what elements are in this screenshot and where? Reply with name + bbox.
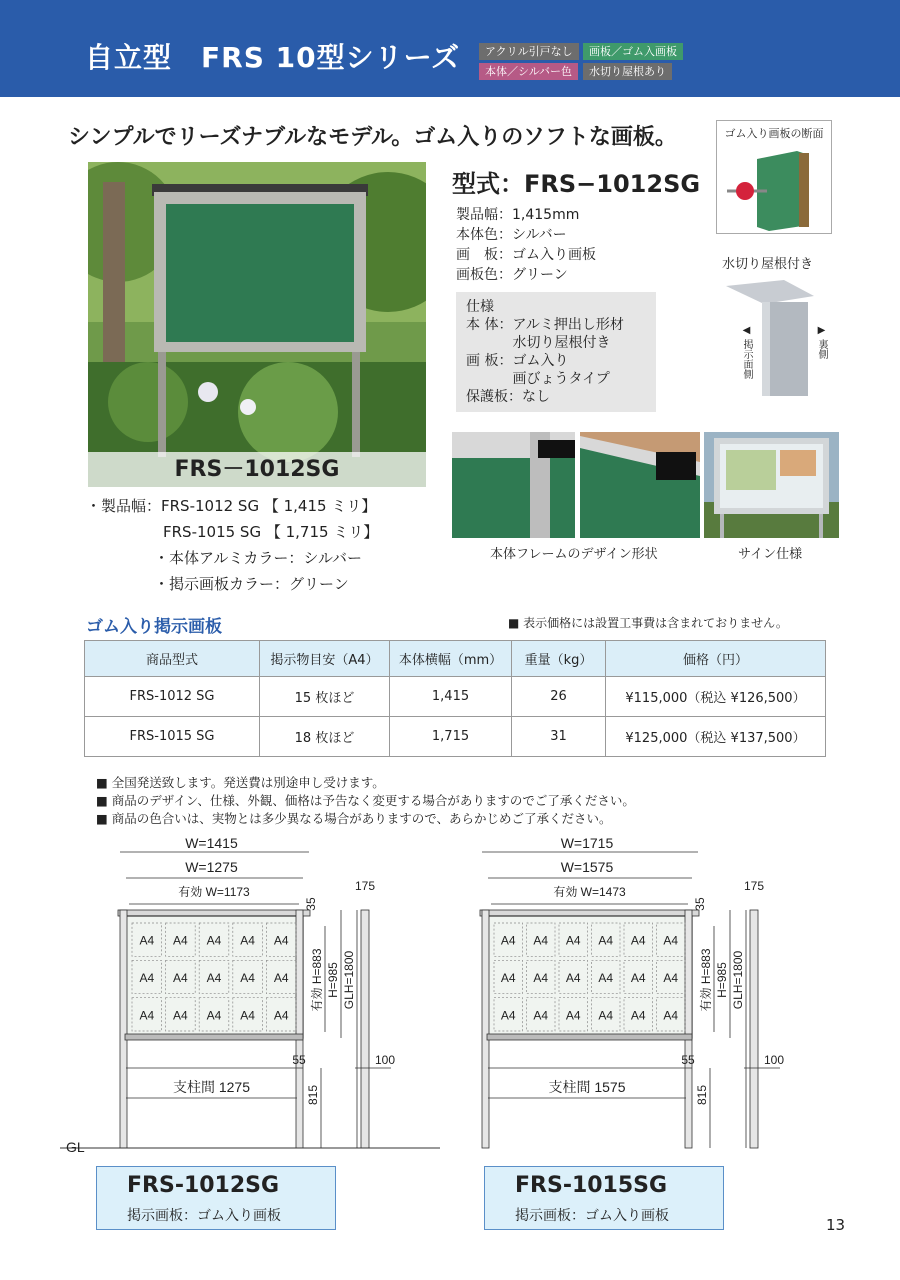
dim-glh-label: GLH=1800 [342,950,356,1010]
cell-a4: 15 枚ほど [260,677,390,717]
cell-weight: 26 [512,677,606,717]
dim-55-label: 55 [292,1053,306,1067]
notes [96,774,635,828]
cell-width: 1,415 [390,677,512,717]
spec-width: 製品幅：1,415mm [456,207,580,223]
table-section-title: ゴム入り掲示画板 [86,617,222,637]
table-header-row [85,641,826,677]
a4-label: A4 [565,971,581,985]
product-bullets [86,493,378,597]
dim-175-label: 175 [354,879,376,893]
tag-no-acrylic: アクリル引戸なし [479,43,579,60]
price-table [84,640,826,757]
bullet-board-color: ・掲示画板カラー：グリーン [154,575,349,593]
dim-span-label: 支柱間 1575 [548,1079,626,1095]
a4-label: A4 [173,971,188,985]
roof-illustration [724,276,814,396]
page-header [0,0,900,97]
a4-label: A4 [630,971,646,985]
roof-front-label: ◀ 掲示面側 [741,325,752,380]
gl-label: GL [66,1139,85,1155]
table-row [85,717,826,757]
dim-h-label: H=985 [715,962,729,998]
spec-box-line: 水切り屋根付き [466,335,611,351]
dim-inner-label: W=1575 [560,859,614,875]
model-title: 型式：FRS−1012SG [452,170,701,198]
post-right [685,910,692,1148]
dim-35-label: 35 [304,897,318,911]
bottom-rail [125,1034,303,1040]
a4-label: A4 [565,1008,581,1023]
bottom-rail [487,1034,692,1040]
col-a4: 掲示物目安（A4） [260,641,390,677]
spec-box-line: 本 体：アルミ押出し形材 [466,317,624,333]
note-shipping: ■ 全国発送致します。発送費は別途申し受けます。 [96,775,385,790]
a4-label: A4 [173,1008,188,1023]
a4-label: A4 [533,933,549,948]
drawing-frs-1012 [118,835,395,1148]
table-row [85,677,826,717]
board-frame [487,916,692,1038]
a4-label: A4 [206,971,222,985]
post-left [120,910,127,1148]
a4-label: A4 [500,971,516,985]
cell-price: ¥115,000（税込 ¥126,500） [606,677,826,717]
spec-box [456,292,656,412]
roof-bar [480,910,699,916]
model-label-sub: 掲示画板：ゴム入り画板 [515,1208,669,1224]
cell-width: 1,715 [390,717,512,757]
a4-label: A4 [206,1008,222,1023]
spec-board-color: 画板色：グリーン [456,267,568,283]
a4-label: A4 [663,1008,679,1023]
col-price: 価格（円） [606,641,826,677]
model-label-sub: 掲示画板：ゴム入り画板 [127,1208,281,1224]
post-right [296,910,303,1148]
col-width: 本体横幅（mm） [390,641,512,677]
tag-roof: 水切り屋根あり [583,63,672,80]
cross-section-label: ゴム入り画板の断面 [724,127,824,140]
roof-back-label: ▶ 裏側 [816,325,827,360]
dim-eff-h-label: 有効 H=883 [310,948,324,1012]
cell-weight: 31 [512,717,606,757]
installation-note: ■ 表示価格には設置工事費は含まれておりません。 [508,616,788,630]
a4-label: A4 [500,933,516,948]
page-title: 自立型 FRS 10型シリーズ [85,41,461,74]
dim-175-label: 175 [743,879,765,893]
sign-caption: サイン仕様 [738,547,803,562]
frame-photo-2 [580,432,700,538]
tag-board: 画板／ゴム入画板 [583,43,683,60]
sign-photo [704,432,839,538]
dim-100-label: 100 [374,1053,396,1067]
cross-section-illustration [717,143,831,233]
cell-model: FRS-1012 SG [85,677,260,717]
dim-effective-label: 有効 W=1173 [178,885,250,899]
bullet-width: ・製品幅：FRS-1012 SG 【 1,415 ミリ】 [86,497,377,515]
a4-label: A4 [139,1008,155,1023]
a4-label: A4 [598,1008,614,1023]
a4-label: A4 [663,971,679,985]
model-label-1012 [96,1166,336,1230]
headline: シンプルでリーズナブルなモデル。ゴム入りのソフトな画板。 [68,125,677,150]
a4-label: A4 [273,1008,289,1023]
a4-label: A4 [533,971,549,985]
dim-outer-label: W=1715 [560,835,614,851]
dim-outer-label: W=1415 [185,835,238,851]
product-photo [88,162,426,487]
drawing-frs-1015 [480,835,784,1148]
post-left [482,910,489,1148]
dim-glh-label: GLH=1800 [731,950,745,1010]
model-label-1015 [484,1166,724,1230]
a4-label: A4 [173,933,188,948]
dim-35-label: 35 [693,897,707,911]
col-weight: 重量（kg） [512,641,606,677]
a4-label: A4 [598,971,614,985]
a4-label: A4 [240,1008,255,1023]
model-label-title: FRS-1012SG [127,1173,280,1198]
spec-box-line: 画 板：ゴム入り [466,353,569,369]
a4-label: A4 [500,1008,516,1023]
dim-effective-label: 有効 W=1473 [553,885,626,899]
a4-label: A4 [273,933,289,948]
roof-label: 水切り屋根付き [722,257,814,272]
col-model: 商品型式 [85,641,260,677]
bullet-body-color: ・本体アルミカラー：シルバー [154,549,362,567]
a4-label: A4 [630,1008,646,1023]
dim-100-label: 100 [763,1053,785,1067]
dim-815-label: 815 [695,1084,709,1106]
a4-label: A4 [240,933,255,948]
spec-box-title: 仕様 [466,299,494,315]
bullet-width-2: FRS-1015 SG 【 1,715 ミリ】 [163,523,379,541]
roof-bar [118,910,310,916]
a4-label: A4 [598,933,614,948]
cell-model: FRS-1015 SG [85,717,260,757]
a4-label: A4 [273,971,289,985]
a4-label: A4 [206,933,222,948]
side-post [361,910,369,1148]
dim-h-label: H=985 [326,962,340,998]
dim-span-label: 支柱間 1275 [172,1079,251,1095]
spec-board: 画 板：ゴム入り画板 [456,247,596,263]
cell-a4: 18 枚ほど [260,717,390,757]
side-post [750,910,758,1148]
a4-label: A4 [240,971,255,985]
dimension-drawings [0,830,900,1170]
spec-box-line: 保護板：なし [466,389,550,405]
page-number: 13 [826,1216,846,1234]
spec-body-color: 本体色：シルバー [456,227,567,243]
cross-section-box [716,120,832,234]
a4-label: A4 [630,933,646,948]
model-label-title: FRS-1015SG [515,1173,668,1198]
a4-label: A4 [565,933,581,948]
spec-box-line: 画びょうタイプ [466,371,610,387]
a4-label: A4 [533,1008,549,1023]
frame-photo-1 [452,432,575,538]
a4-label: A4 [139,971,155,985]
dim-55-label: 55 [681,1053,695,1067]
cell-price: ¥125,000（税込 ¥137,500） [606,717,826,757]
note-design: ■ 商品のデザイン、仕様、外観、価格は予告なく変更する場合がありますのでご了承ください。 [96,793,635,808]
frame-caption: 本体フレームのデザイン形状 [490,547,658,562]
note-color: ■ 商品の色合いは、実物とは多少異なる場合がありますので、あらかじめご了承ください。 [96,811,612,826]
dim-inner-label: W=1275 [185,859,238,875]
tag-body-color: 本体／シルバー色 [479,63,578,80]
dim-815-label: 815 [306,1084,320,1106]
dim-eff-h-label: 有効 H=883 [699,948,713,1012]
a4-label: A4 [663,933,679,948]
spec-list [456,205,596,285]
a4-label: A4 [139,933,155,948]
product-photo-caption: FRS－1012SG [88,452,426,487]
